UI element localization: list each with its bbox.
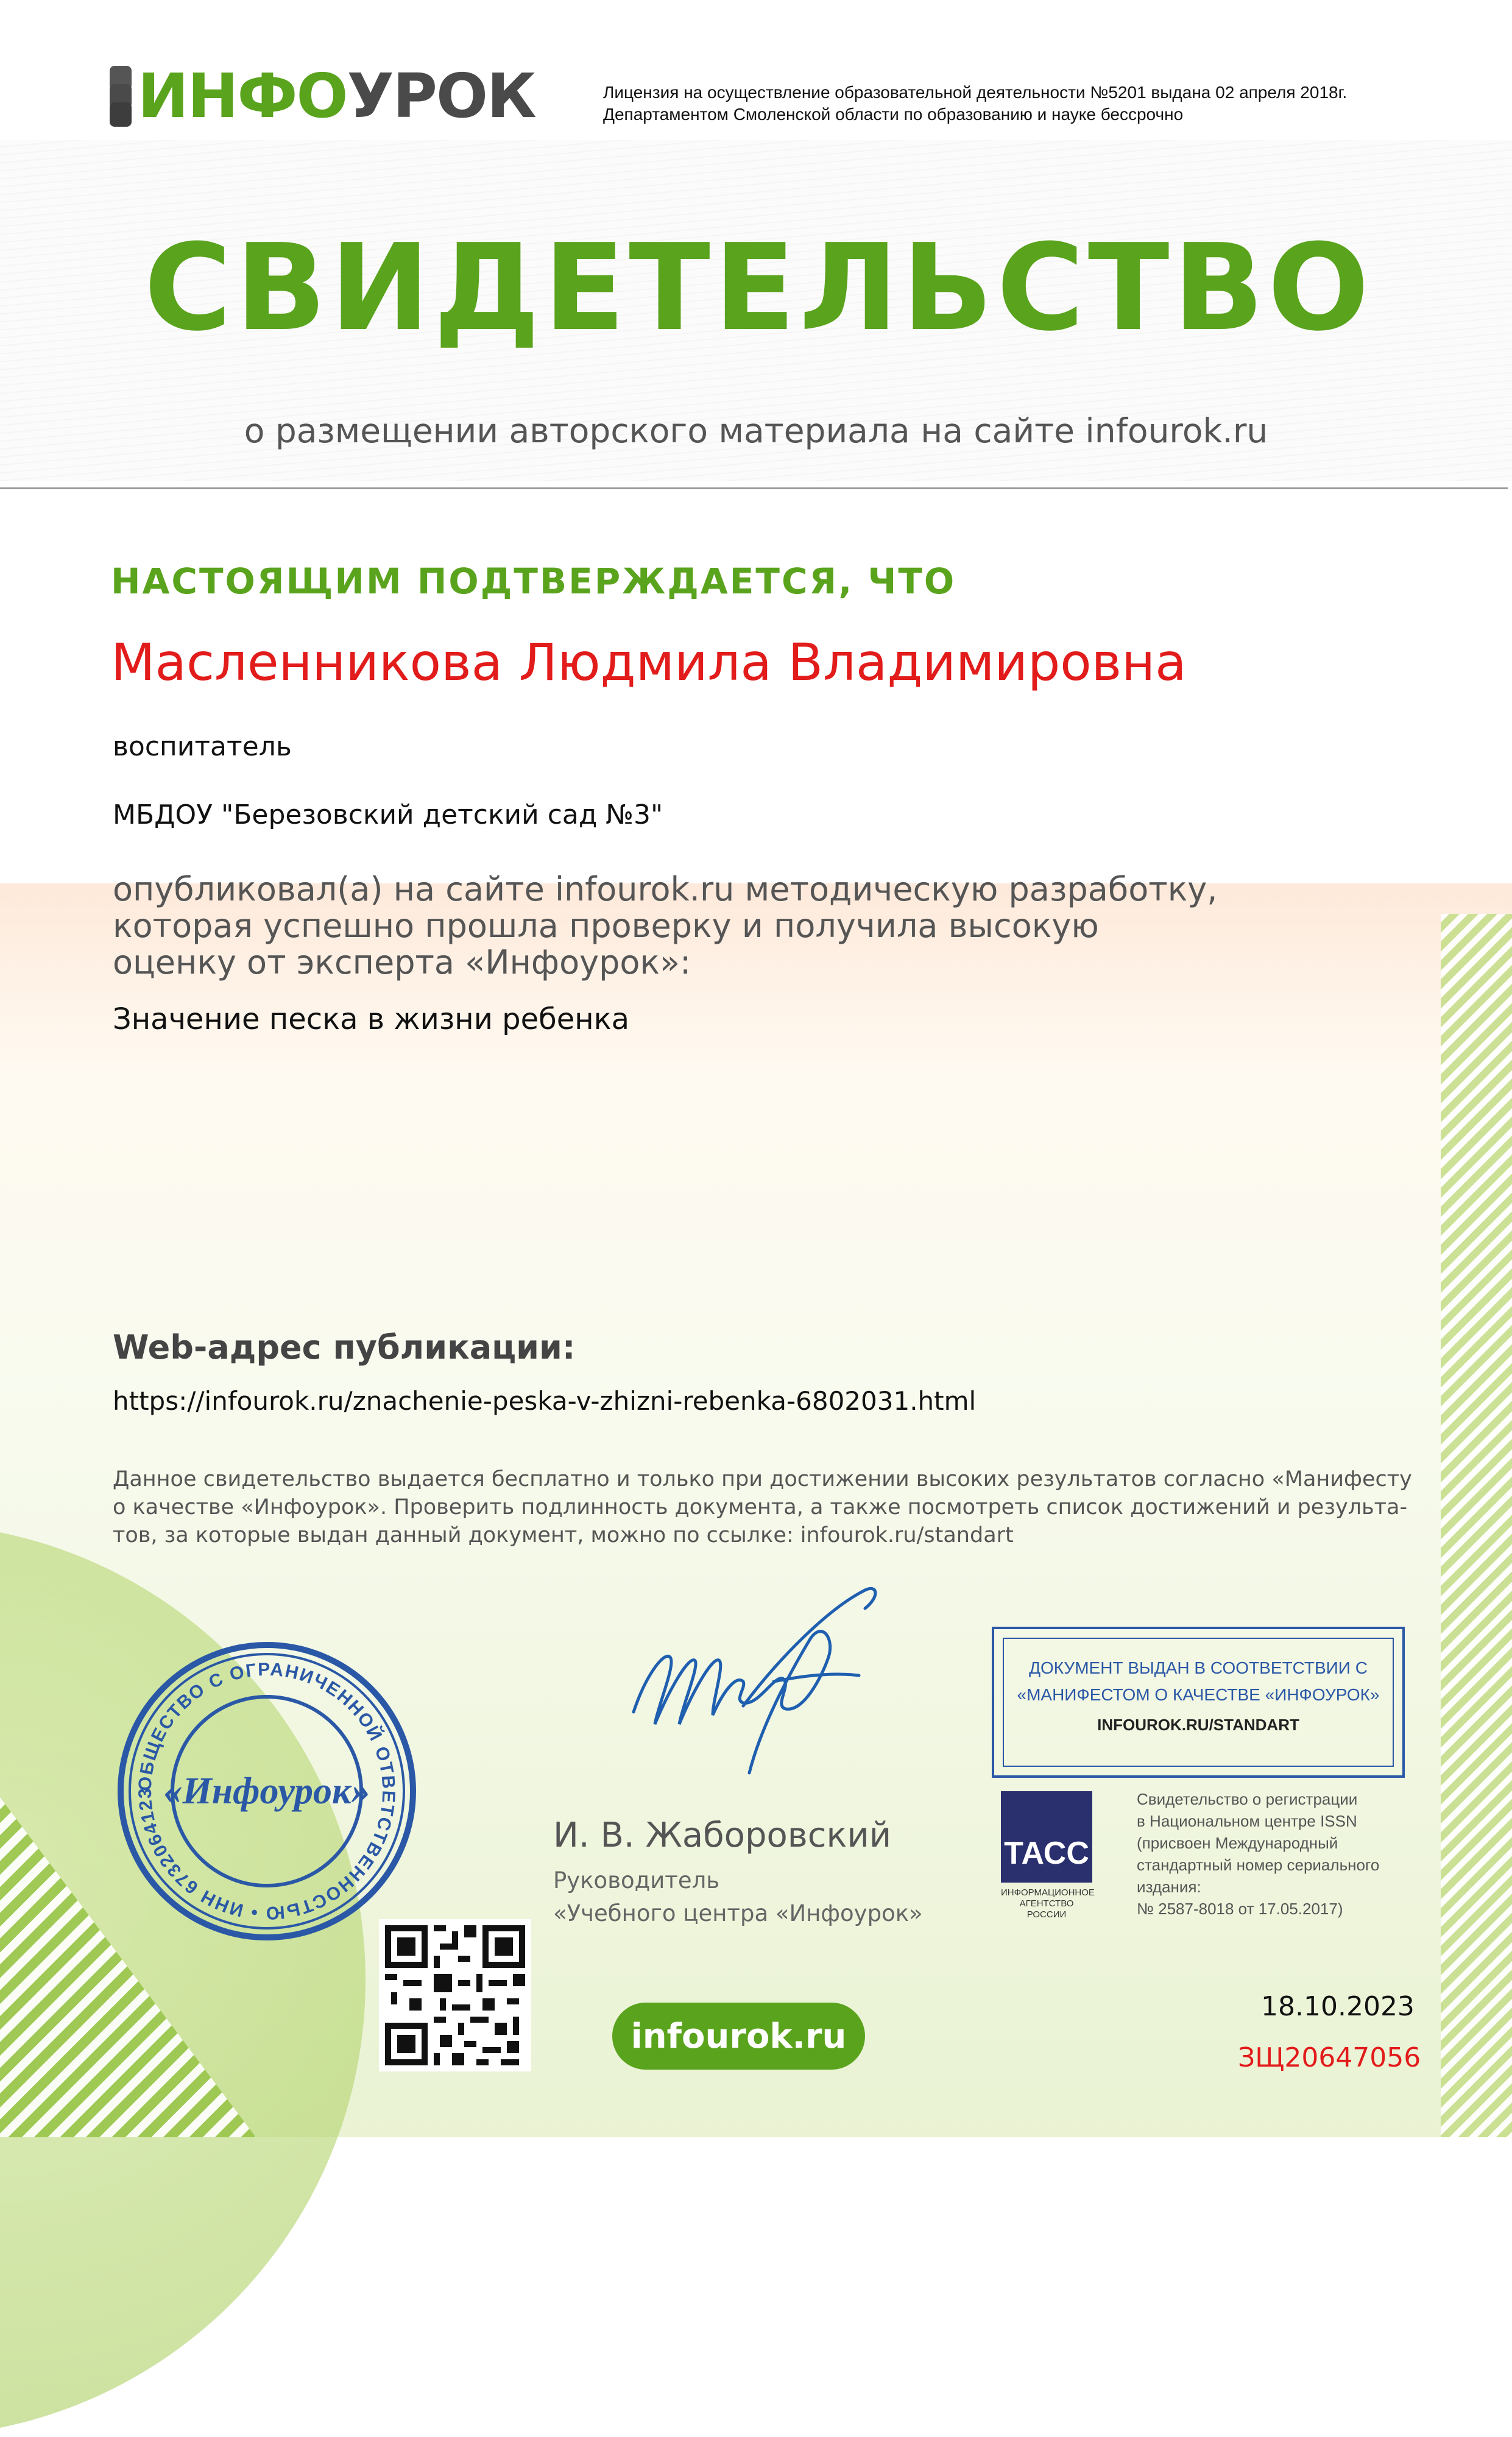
license-line: Лицензия на осуществление образовательной деятельности №5201 выдана 02 апреля 2018г. (603, 83, 1348, 102)
confirm-heading: НАСТОЯЩИМ ПОДТВЕРЖДАЕТСЯ, ЧТО (111, 561, 956, 602)
issue-date: 18.10.2023 (1261, 1991, 1415, 2022)
logo-mark-icon (110, 66, 134, 127)
certificate-code: ЗЩ20647056 (1238, 2042, 1421, 2073)
infourok-site-button[interactable]: infourok.ru (612, 2003, 865, 2070)
issn-line: Свидетельство о регистрации (1137, 1790, 1358, 1808)
stamp-center-text: «Инфоурок» (163, 1770, 370, 1812)
disclaimer-line: Данное свидетельство выдается бесплатно и только при достижении высоких результатов согласно «Манифесту (113, 1467, 1412, 1491)
company-stamp (115, 1639, 419, 1944)
director-signature (621, 1584, 883, 1785)
director-name: И. В. Жаборовский (553, 1816, 892, 1855)
manifest-link[interactable]: INFOUROK.RU/STANDART (1097, 1716, 1299, 1734)
tass-logo-box: ТАСС (1001, 1791, 1092, 1883)
header-divider (0, 487, 1508, 489)
issn-registration-text (1137, 1788, 1379, 1920)
web-address-label: Web-адрес публикации: (113, 1328, 576, 1367)
issn-line: стандартный номер сериального (1137, 1856, 1380, 1874)
certificate-subtitle: о размещении авторского материала на сайте infourok.ru (244, 411, 1268, 450)
disclaimer-text (113, 1465, 1412, 1549)
issn-line: № 2587-8018 от 17.05.2017) (1137, 1900, 1343, 1918)
issn-line: издания: (1137, 1878, 1201, 1896)
background-right-stripes (1441, 914, 1512, 2137)
infourok-logo (110, 60, 535, 132)
manifest-inner (1003, 1638, 1394, 1767)
tass-logo (1001, 1791, 1095, 1922)
license-line: Департаментом Смоленской области по образованию и науке бессрочно (603, 105, 1184, 124)
person-name: Масленникова Людмила Владимировна (111, 632, 1187, 692)
person-role: воспитатель (113, 731, 292, 762)
publication-url-link[interactable]: https://infourok.ru/znachenie-peska-v-zhizni-rebenka-6802031.html (113, 1386, 977, 1416)
logo-text: ИНФОУРОК (138, 60, 535, 132)
director-position (553, 1864, 923, 1930)
license-text (603, 82, 1347, 126)
manifest-badge (992, 1627, 1405, 1778)
person-organization: МБДОУ "Березовский детский сад №3" (113, 799, 663, 830)
tass-sub-line: ИНФОРМАЦИОННОЕ (1001, 1887, 1095, 1898)
tass-subtitle (1001, 1887, 1095, 1920)
certificate-title: СВИДЕТЕЛЬСТВО (144, 219, 1373, 358)
stamp-ring-text: ОБЩЕСТВО С ОГРАНИЧЕННОЙ ОТВЕТСТВЕННОСТЬЮ • ИНН 6732064123 (135, 1659, 399, 1923)
manifest-line: ДОКУМЕНТ ВЫДАН В СООТВЕТСТВИИ С (1029, 1658, 1368, 1677)
disclaimer-line: тов, за которые выдан данный документ, можно по ссылке: infourok.ru/standart (113, 1523, 1014, 1547)
disclaimer-line: о качестве «Инфоурок». Проверить подлинность документа, а также посмотреть список достижений и результа- (113, 1495, 1408, 1519)
director-position-line: «Учебного центра «Инфоурок» (553, 1900, 923, 1926)
qr-code[interactable] (379, 1919, 531, 2071)
published-line: которая успешно прошла проверку и получила высокую (113, 907, 1099, 945)
tass-sub-line: АГЕНТСТВО РОССИИ (1019, 1898, 1074, 1920)
issn-line: в Национальном центре ISSN (1137, 1812, 1357, 1830)
published-line: оценку от эксперта «Инфоурок»: (113, 943, 691, 982)
issn-line: (присвоен Международный (1137, 1834, 1338, 1852)
manifest-line: «МАНИФЕСТОМ О КАЧЕСТВЕ «ИНФОУРОК» (1017, 1685, 1380, 1704)
director-position-line: Руководитель (553, 1867, 720, 1894)
published-line: опубликовал(а) на сайте infourok.ru методическую разработку, (113, 870, 1218, 908)
published-statement (113, 871, 1270, 981)
material-title: Значение песка в жизни ребенка (113, 1002, 630, 1036)
